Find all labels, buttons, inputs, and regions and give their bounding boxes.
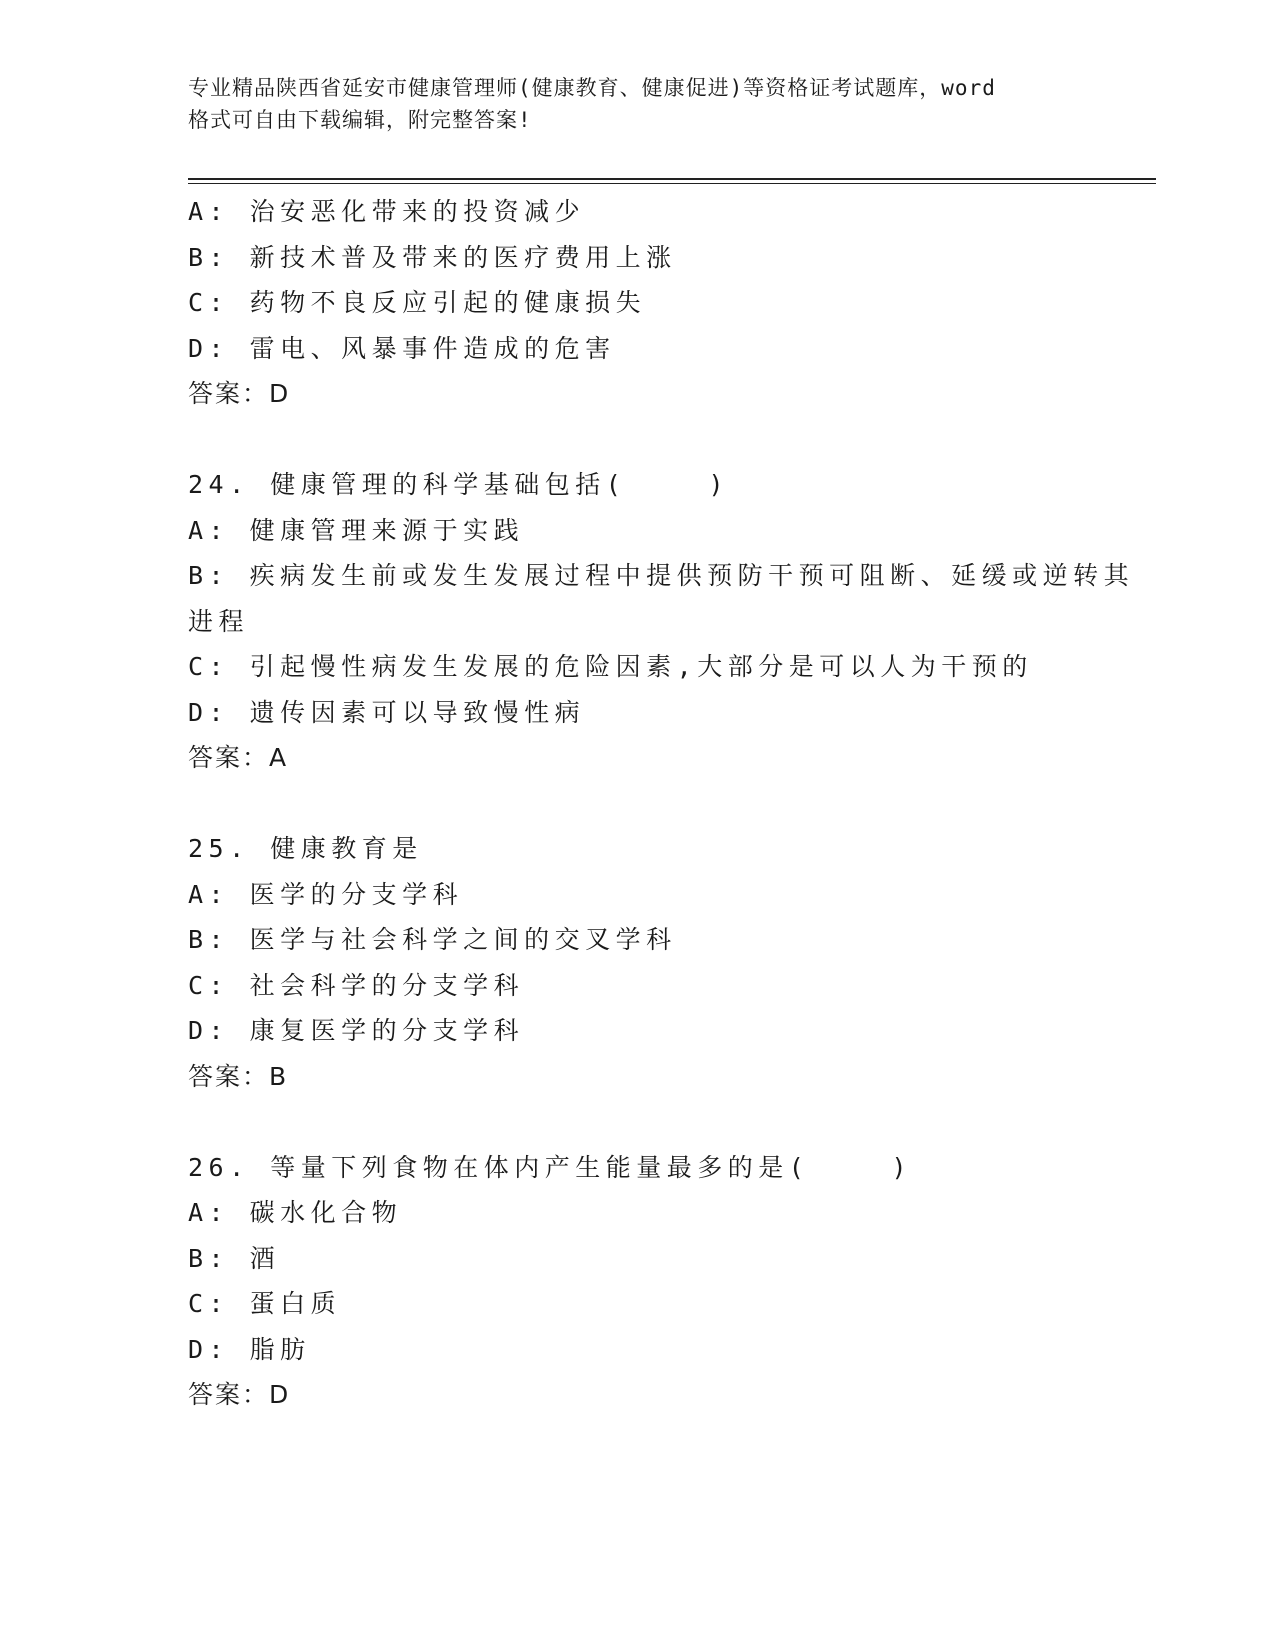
option-d: D: 遗传因素可以导致慢性病 xyxy=(188,697,586,727)
question-text: 26. 等量下列食物在体内产生能量最多的是( ) xyxy=(188,1152,913,1182)
answer: 答案：D xyxy=(188,379,291,408)
question-text: 24. 健康管理的科学基础包括( ) xyxy=(188,470,730,499)
option-a: A: 健康管理来源于实践 xyxy=(188,515,525,545)
spacer xyxy=(188,1099,1088,1145)
option-c: C: 药物不良反应引起的健康损失 xyxy=(188,288,647,317)
question-list xyxy=(188,189,1135,1418)
spacer xyxy=(188,781,1088,827)
option-c: C: 蛋白质 xyxy=(188,1289,342,1318)
answer: 答案：B xyxy=(188,1061,289,1091)
option-c: C: 引起慢性病发生发展的危险因素,大部分是可以人为干预的 xyxy=(188,652,1033,681)
spacer xyxy=(188,417,1088,463)
answer: 答案：D xyxy=(188,1380,291,1409)
option-d: D: 康复医学的分支学科 xyxy=(188,1016,525,1045)
question-25 xyxy=(188,826,1088,1099)
question-24 xyxy=(188,462,1135,781)
header-divider-thick xyxy=(188,178,1156,180)
option-d: D: 脂肪 xyxy=(188,1334,311,1364)
option-d: D: 雷电、风暴事件造成的危害 xyxy=(188,333,616,363)
question-26 xyxy=(188,1145,1088,1418)
option-b: B: 医学与社会科学之间的交叉学科 xyxy=(188,925,677,954)
header-line-1: 专业精品陕西省延安市健康管理师(健康教育、健康促进)等资格证考试题库，word xyxy=(188,76,996,100)
question-23 xyxy=(188,189,1088,417)
option-a: A: 医学的分支学科 xyxy=(188,879,464,909)
answer: 答案：A xyxy=(188,743,289,772)
header-divider-thin xyxy=(188,183,1156,184)
option-c: C: 社会科学的分支学科 xyxy=(188,970,525,1000)
header-line-2: 格式可自由下载编辑，附完整答案! xyxy=(188,108,532,132)
option-a: A: 碳水化合物 xyxy=(188,1198,403,1227)
option-b-continuation: 进程 xyxy=(188,606,250,636)
question-text: 25. 健康教育是 xyxy=(188,834,423,863)
option-a: A: 治安恶化带来的投资减少 xyxy=(188,197,586,226)
option-b: B: 新技术普及带来的医疗费用上涨 xyxy=(188,242,677,272)
document-header xyxy=(188,72,1088,136)
option-b: B: 酒 xyxy=(188,1243,281,1273)
option-b: B: 疾病发生前或发生发展过程中提供预防干预可阻断、延缓或逆转其 xyxy=(188,561,1135,590)
